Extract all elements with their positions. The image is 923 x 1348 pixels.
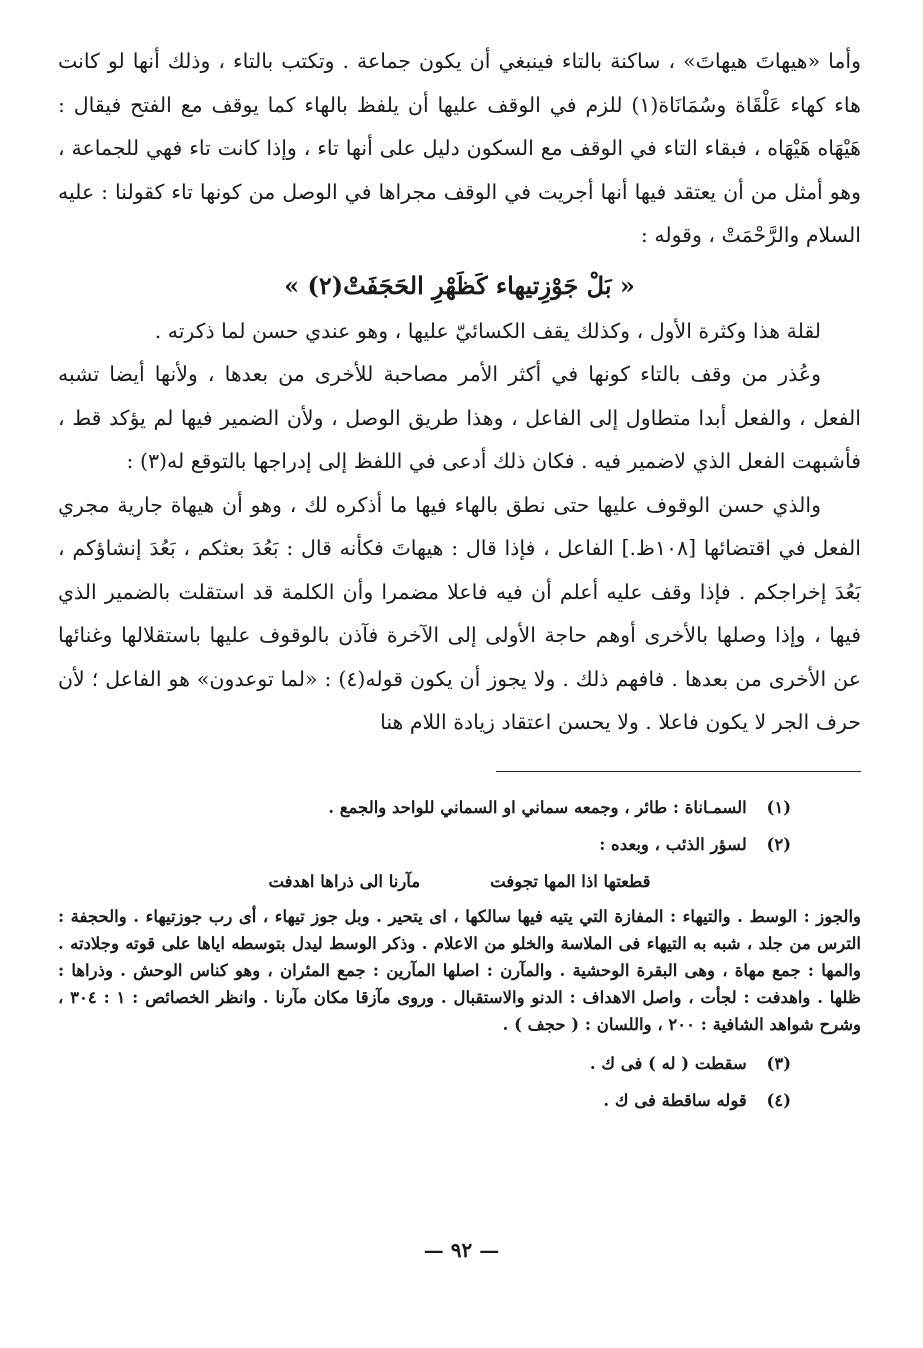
footnote-text: لسؤر الذئب ، وبعده :: [599, 834, 747, 854]
footnote-number: (٤): [766, 1090, 791, 1110]
footnote-1: [58, 794, 861, 821]
footnotes: [58, 794, 861, 1114]
paragraph-2: لقلة هذا وكثرة الأول ، وكذلك يقف الكسائيّ عليها ، وهو عندي حسن لما ذكرته .: [154, 318, 821, 343]
main-text: [58, 40, 861, 745]
footnote-text: السمـاناة : طائر ، وجمعه سماني او السماني للواحد والجمع .: [328, 797, 747, 817]
footnote-number: (٢): [766, 834, 791, 854]
footnote-text: قوله ساقطة فى ك .: [603, 1090, 747, 1110]
footnote-2: [58, 831, 861, 858]
footnote-poem: [58, 868, 861, 895]
paragraph-3: وعُذر من وقف بالتاء كونها في أكثر الأمر مصاحبة للأخرى من بعدها ، ولأنها أيضا تشبه الفعل ، والفعل أبدا متطاول إلى الفاعل ، وهذا طريق الوصل ، ولأن الضمير فيها لم يؤكد قط ، فأشبهت الفعل الذي لاضمير فيه . فكان ذلك أدعى في اللفظ إلى إدراجها بالتوقع له(٣) :: [58, 362, 861, 473]
poem-hemistich-1: قطعتها اذا المها تجوفت: [490, 871, 651, 891]
footnote-text: سقطت ( له ) فى ك .: [589, 1053, 747, 1073]
footnote-number: (٣): [766, 1053, 791, 1073]
page-number: — ٩٢ —: [423, 1238, 500, 1262]
footnote-number: (١): [766, 797, 791, 817]
footnote-divider: [496, 771, 861, 772]
poem-hemistich-2: مآرنا الى ذراها اهدفت: [268, 871, 421, 891]
footnote-4: [58, 1087, 861, 1114]
verse-line: « بَلْ جَوْزِتيهاء كَظَهْرِ الحَجَفَتْ(٢) »: [284, 270, 635, 300]
footnote-gloss: والجوز : الوسط . والتيهاء : المفازة التي يتيه فيها سالكها ، اى يتحير . وبل جوز تيهاء ، أى رب جوزتيهاء . والحجفة : الترس من جلد ، شبه به التيهاء فى الملاسة والخلو من الاعلام . وذكر الوسط ليدل بتوسطه اياها على قوته وجلادته . والمها : جمع مهاة ، وهى البقرة الوحشية . والمآرن : اصلها المآرين : جمع المئران ، وهو كناس الوحش . وذراها : ظلها . واهدفت : لجأت ، واصل الاهداف : الدنو والاستقبال . وروى مآزقا مكان مآرنا . وانظر الخصائص : ١ : ٣٠٤ ، وشرح شواهد الشافية : ٢٠٠ ، واللسان : ( حجف ) .: [58, 906, 861, 1034]
footnote-3: [58, 1050, 861, 1077]
paragraph-1: وأما «هيهاتَ هيهاتَ» ، ساكنة بالتاء فينبغي أن يكون جماعة . وتكتب بالتاء ، وذلك أنها لو كانت هاء كهاء عَلْقَاة وسُمَانَاة(١) للزم في الوقف عليها أن يلفظ بالهاء كما يوقف مع الفتح فيقال : هَيْهَاه هَيْهَاه ، فبقاء التاء في الوقف مع السكون دليل على أنها تاء ، وإذا كانت تاء فهي للجماعة ، وهو أمثل من أن يعتقد فيها أنها أجريت في الوقف مجراها في الوصل من كونها تاء كقولنا : عليه السلام والرَّحْمَتْ ، وقوله :: [58, 49, 862, 247]
paragraph-4: والذي حسن الوقوف عليها حتى نطق بالهاء فيها ما أذكره لك ، وهو أن هيهاة جارية مجري الفعل في اقتضائها [١٠٨ظ.] الفاعل ، فإذا قال : هيهاتَ فكأنه قال : بَعُدَ بعثكم ، بَعُدَ إنشاؤكم ، بَعُدَ إخراجكم . فإذا وقف عليه أعلم أن فيه فاعلا مضمرا وأن الكلمة قد استقلت بالضمير الذي فيها ، وإذا وصلها بالأخرى أوهم حاجة الأولى إلى الآخرة فآذن بالوقوف عليها باستقلالها وغنائها عن الأخرى من بعدها . فافهم ذلك . ولا يجوز أن يكون قوله(٤) : «لما توعدون» هو الفاعل ؛ لأن حرف الجر لا يكون فاعلا . ولا يحسن اعتقاد زيادة اللام هنا: [58, 492, 862, 734]
